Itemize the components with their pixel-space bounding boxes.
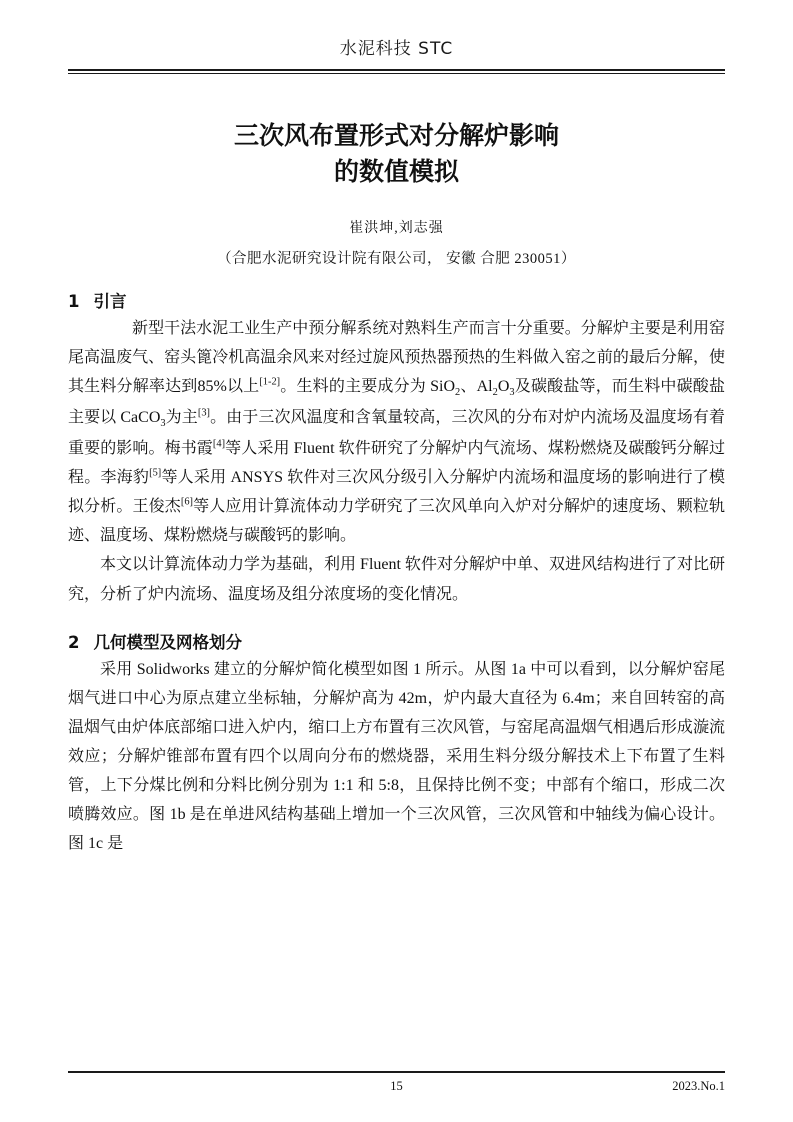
section-heading-1 xyxy=(68,288,725,312)
header-rule-thin xyxy=(68,73,725,74)
author-affiliation: （合肥水泥研究设计院有限公司， 安徽 合肥 230051） xyxy=(217,250,576,267)
footer-rule xyxy=(68,1071,725,1073)
author-list: 崔洪坤,刘志强 xyxy=(349,220,444,236)
page-number: 15 xyxy=(390,1079,403,1093)
footer-row xyxy=(68,1079,725,1094)
title-line-2: 的数值模拟 xyxy=(333,157,459,187)
section-title-1: 引言 xyxy=(93,291,127,311)
issue-label: 2023.No.1 xyxy=(672,1079,725,1093)
title-line-1: 三次风布置形式对分解炉影响 xyxy=(233,121,559,150)
article-body xyxy=(68,288,725,859)
paragraph: 采用 Solidworks 建立的分解炉简化模型如图 1 所示。从图 1a 中可以看到，以分解炉窑尾烟气进口中心为原点建立坐标轴，分解炉高为 42m，炉内最大直径为 6.4m；来自回转窑的高温烟气由炉体底部缩口进入炉内，缩口上方布置有三次风管，与窑尾高温烟气相遇后形成漩流效应；分解炉锥部布置有四个以周向分布的燃烧器，采用生料分级分解技术上下布置了生料管，上下分煤比例和分料比例分别为 1:1 和 5:8，且保持比例不变；中部有个缩口，形成二次喷腾效应。图 1b 是在单进风结构基础上增加一个三次风管，三次风管和中轴线为偏心设计。图 1c 是 xyxy=(68,660,725,853)
paper-content xyxy=(68,34,725,1092)
section-number-2: 2 xyxy=(68,632,80,652)
header-rule-thick xyxy=(68,69,725,71)
paragraph: 新型干法水泥工业生产中预分解系统对熟料生产而言十分重要。分解炉主要是利用窑尾高温废气、窑头篦冷机高温余风来对经过旋风预热器预热的生料做入窑之前的最后分解，使其生料分解率达到85%以上[1-2]。生料的主要成分为 SiO$_2$、$Al_2O_3$及碳酸盐等，而生料中碳酸盐主要以 CaCO$_3$为主[3]。由于三次风温度和含氧量较高，三次风的分布对炉内流场及温度场有着重要的影响。梅书霞[4]等人采用 Fluent 软件研究了分解炉内气流场、煤粉燃烧及碳酸钙分解过程。李海豹[5]等人采用 ANSYS 软件对三次风分级引入分解炉内流场和温度场的影响进行了模拟分析。王俊杰[6]等人应用计算流体动力学研究了三次风单向入炉对分解炉的速度场、颗粒轨迹、温度场、煤粉燃烧与碳酸钙的影响。 xyxy=(68,319,725,545)
section-heading-2 xyxy=(68,629,725,653)
page-footer xyxy=(68,1071,725,1094)
running-head xyxy=(68,34,725,74)
section-number-1: 1 xyxy=(68,291,80,311)
section-title-2: 几何模型及网格划分 xyxy=(93,632,242,652)
paragraph: 本文以计算流体动力学为基础，利用 Fluent 软件对分解炉中单、双进风结构进行了对比研究，分析了炉内流场、温度场及组分浓度场的变化情况。 xyxy=(68,556,725,603)
running-head-text: 水泥科技 STC xyxy=(339,39,454,59)
page-title xyxy=(68,118,725,191)
